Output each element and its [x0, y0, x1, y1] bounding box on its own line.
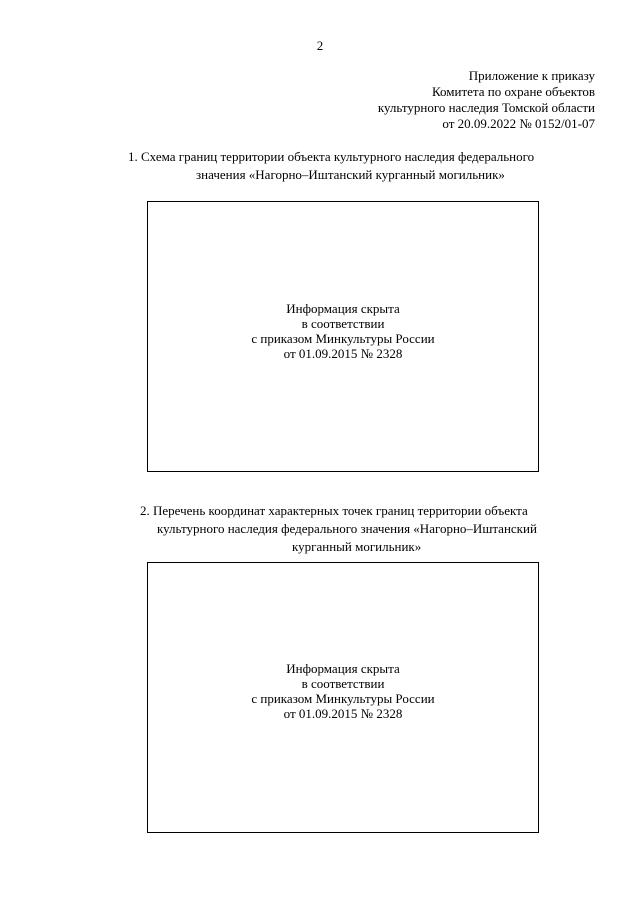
appendix-line-2: Комитета по охране объектов [432, 84, 595, 99]
appendix-line-1: Приложение к приказу [468, 68, 595, 83]
hidden-info-box-1 [147, 201, 539, 472]
section-2-title-line-1: 2. Перечень координат характерных точек границ территории объекта [140, 503, 528, 518]
section-2-title [0, 502, 640, 556]
section-1-title-line-1: 1. Схема границ территории объекта культурного наследия федерального [128, 149, 535, 164]
hidden-info-box-2 [147, 562, 539, 833]
hidden-info-text-2 [148, 661, 538, 721]
section-1-title-line-2: значения «Нагорно–Иштанский курганный могильник» [196, 167, 505, 182]
hidden-info-1-line-3: с приказом Минкультуры России [251, 331, 435, 346]
section-1-title [0, 148, 640, 184]
section-2-title-line-3: курганный могильник» [292, 539, 422, 554]
hidden-info-2-line-4: от 01.09.2015 № 2328 [283, 706, 403, 721]
hidden-info-1-line-1: Информация скрыта [286, 301, 400, 316]
hidden-info-2-line-2: в соответствии [301, 676, 385, 691]
hidden-info-text-1 [148, 301, 538, 361]
hidden-info-1-line-2: в соответствии [301, 316, 385, 331]
appendix-line-3: культурного наследия Томской области [377, 100, 595, 115]
hidden-info-2-line-3: с приказом Минкультуры России [251, 691, 435, 706]
appendix-header [275, 68, 595, 132]
page-number: 2 [316, 38, 324, 53]
section-2-title-line-2: культурного наследия федерального значения «Нагорно–Иштанский [157, 521, 537, 536]
hidden-info-1-line-4: от 01.09.2015 № 2328 [283, 346, 403, 361]
hidden-info-2-line-1: Информация скрыта [286, 661, 400, 676]
appendix-line-4: от 20.09.2022 № 0152/01-07 [442, 116, 595, 131]
